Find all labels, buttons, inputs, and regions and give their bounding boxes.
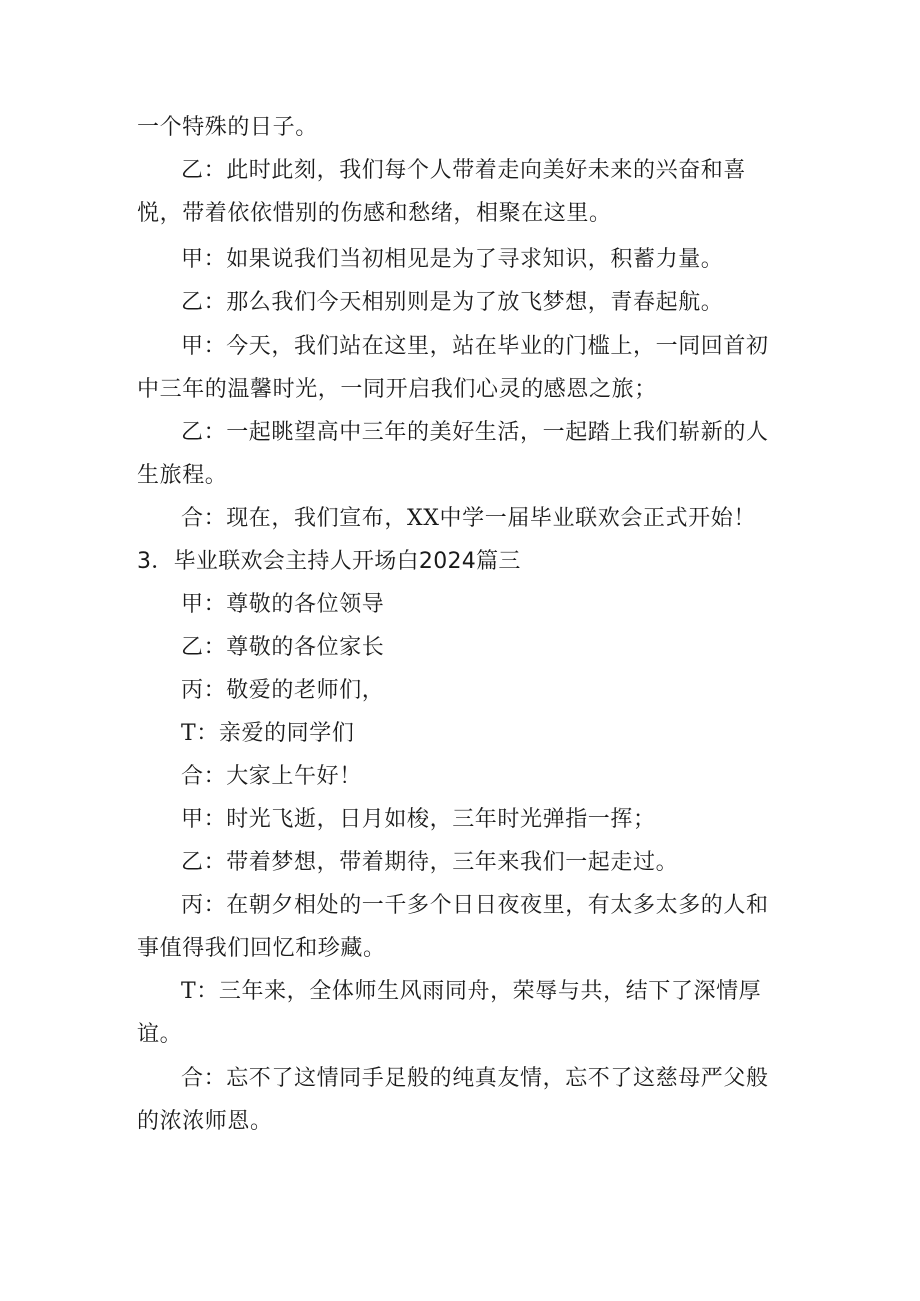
paragraph-jia-3: 甲：尊敬的各位领导	[181, 592, 385, 617]
paragraph-continuation: 一个特殊的日子。	[137, 115, 318, 140]
paragraph-bing-1: 丙：敬爱的老师们，	[181, 678, 385, 703]
paragraph-yi-4: 乙：尊敬的各位家长	[181, 635, 385, 660]
paragraph-yi-2: 乙：那么我们今天相别则是为了放飞梦想，青春起航。	[181, 290, 724, 315]
paragraph-bing-2: 丙：在朝夕相处的一千多个日日夜夜里，有太多太多的人和事值得我们回忆和珍藏。	[137, 893, 769, 961]
paragraph-yi-3: 乙：一起眺望高中三年的美好生活，一起踏上我们崭新的人生旅程。	[137, 420, 769, 488]
paragraph-ding-1: T：亲爱的同学们	[181, 721, 355, 746]
paragraph-he-3: 合：忘不了这情同手足般的纯真友情，忘不了这慈母严父般的浓浓师恩。	[137, 1066, 769, 1134]
paragraph-yi-1: 乙：此时此刻，我们每个人带着走向美好未来的兴奋和喜悦，带着依依惜别的伤感和愁绪，相聚在这里。	[137, 158, 747, 226]
paragraph-jia-1: 甲：如果说我们当初相见是为了寻求知识，积蓄力量。	[181, 247, 724, 272]
paragraph-yi-5: 乙：带着梦想，带着期待，三年来我们一起走过。	[181, 850, 679, 875]
paragraph-he-2: 合：大家上午好！	[181, 764, 362, 789]
paragraph-ding-2: T：三年来，全体师生风雨同舟，荣辱与共，结下了深情厚谊。	[137, 979, 762, 1047]
paragraph-jia-2: 甲：今天，我们站在这里，站在毕业的门槛上，一同回首初中三年的温馨时光，一同开启我们心灵的感恩之旅；	[137, 334, 769, 402]
section-heading: 3．毕业联欢会主持人开场白2024篇三	[137, 549, 521, 574]
paragraph-jia-4: 甲：时光飞逝，日月如梭，三年时光弹指一挥；	[181, 807, 656, 832]
paragraph-he-1: 合：现在，我们宣布，XX中学一届毕业联欢会正式开始！	[181, 506, 756, 531]
